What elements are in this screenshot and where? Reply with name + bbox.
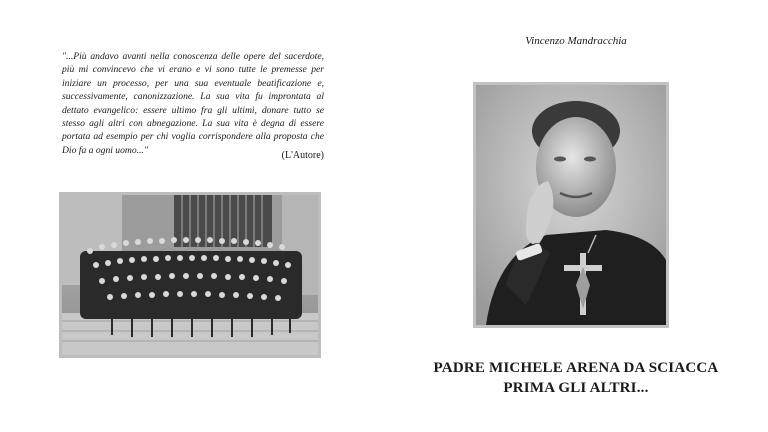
priest-portrait — [473, 82, 669, 328]
priest-portrait-image — [476, 85, 666, 325]
book-title-line-2: PRIMA GLI ALTRI... — [503, 380, 649, 396]
quote-attribution: (L'Autore) — [281, 150, 324, 161]
group-photo-image — [62, 195, 318, 355]
group-photo — [59, 192, 321, 358]
back-cover-quote: "...Più andavo avanti nella conoscenza delle opere del sacerdote, più mi convincevo che vi erano e vi sono tutte le premesse per iniziare un processo, per una sua eventuale beatificazione e, successivamente, canonizzazione. La sua vita fu improntata al dettato evangelico: essere ultimo fra gli ultimi, donare tutto se stesso agli altri con abnegazione. La sua vita è degna di essere portata ad esempio per chi voglia corrispondere alla proposta che Dio fa a ogni uomo..." — [62, 51, 324, 156]
book-title-line-1: PADRE MICHELE ARENA DA SCIACCA — [433, 360, 719, 376]
author-name: Vincenzo Mandracchia — [525, 35, 627, 47]
